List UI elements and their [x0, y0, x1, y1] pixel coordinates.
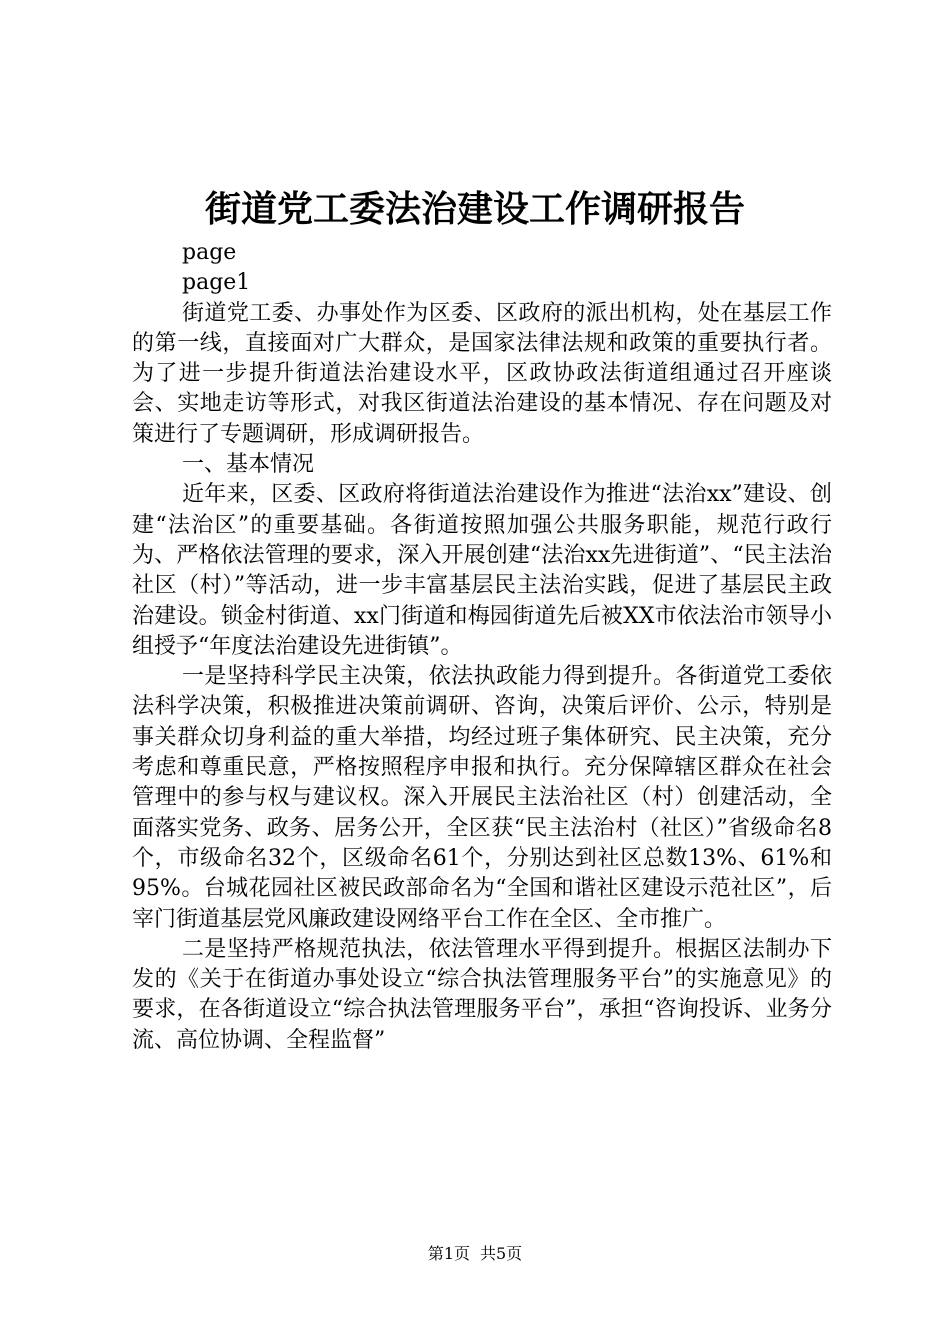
page-footer	[0, 1242, 950, 1266]
page-marker: page	[182, 240, 237, 265]
paragraph-point-one: 一是坚持科学民主决策，依法执政能力得到提升。各街道党工委依法科学决策，积极推进决策前调研、咨询，决策后评价、公示，特别是事关群众切身利益的重大举措，均经过班子集体研究、民主决策，充分考虑和尊重民意，严格按照程序申报和执行。充分保障辖区群众在社会管理中的参与权与建议权。深入开展民主法治社区（村）创建活动，全面落实党务、政务、居务公开，全区获“民主法治村（社区）”省级命名8个，市级命名32个，区级命名61个，分别达到社区总数13%、61%和95%。台城花园社区被民政部命名为“全国和谐社区建设示范社区”，后宰门街道基层党风廉政建设网络平台工作在全区、全市推广。	[132, 664, 832, 932]
page-number: 第1页	[427, 1244, 470, 1263]
paragraph-overview: 近年来，区委、区政府将街道法治建设作为推进“法治xx”建设、创建“法治区”的重要基础。各街道按照加强公共服务职能，规范行政行为、严格依法管理的要求，深入开展创建“法治xx先进街道”、“民主法治社区（村）”等活动，进一步丰富基层民主法治实践，促进了基层民主政治建设。锁金村街道、xx门街道和梅园街道先后被XX市依法治市领导小组授予“年度法治建设先进街镇”。	[132, 482, 832, 659]
document-body	[132, 238, 832, 1056]
paragraph-point-two: 二是坚持严格规范执法，依法管理水平得到提升。根据区法制办下发的《关于在街道办事处设立“综合执法管理服务平台”的实施意见》的要求，在各街道设立“综合执法管理服务平台”，承担“咨询投诉、业务分流、高位协调、全程监督”	[132, 936, 832, 1053]
document-title: 街道党工委法治建设工作调研报告	[204, 188, 745, 230]
section-heading: 一、基本情况	[182, 452, 315, 478]
page-marker: page1	[182, 270, 251, 296]
page-total: 共5页	[480, 1244, 523, 1263]
paragraph-intro: 街道党工委、办事处作为区委、区政府的派出机构，处在基层工作的第一线，直接面对广大群众，是国家法律法规和政策的重要执行者。为了进一步提升街道法治建设水平，区政协政法街道组通过召开座谈会、实地走访等形式，对我区街道法治建设的基本情况、存在问题及对策进行了专题调研，形成调研报告。	[132, 300, 832, 447]
